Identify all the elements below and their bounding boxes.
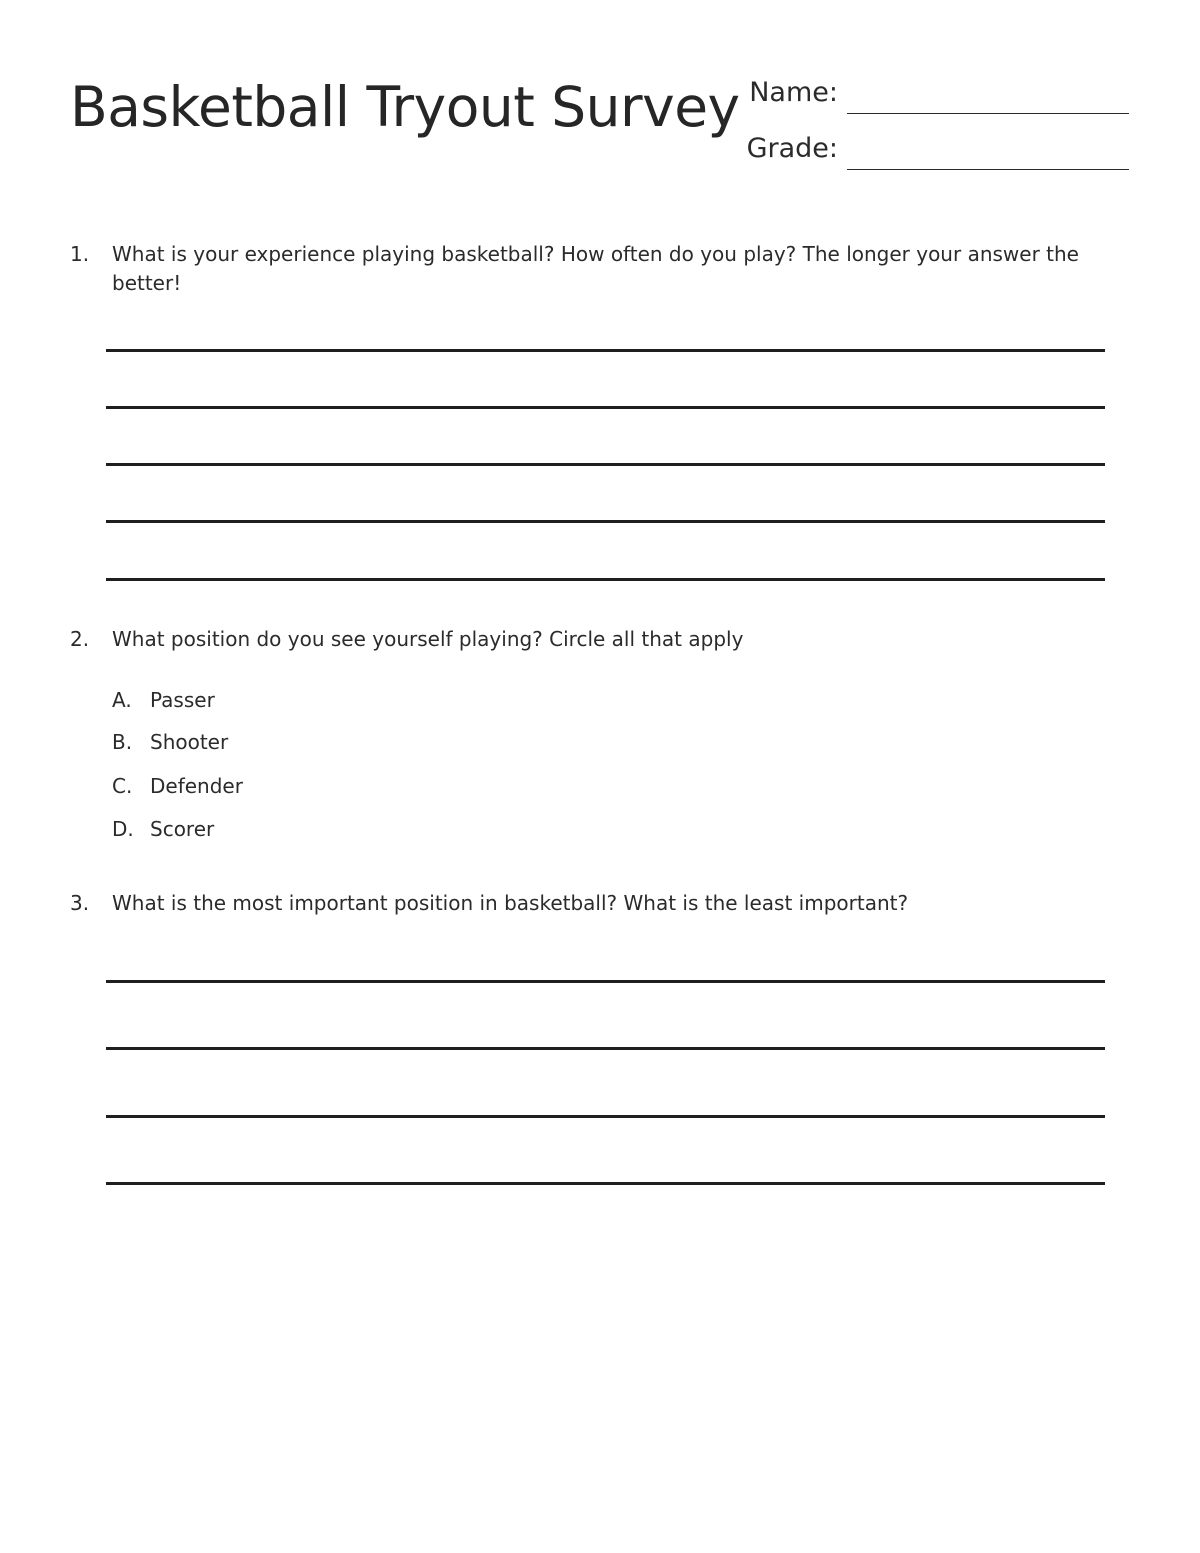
option-c-letter: C. <box>112 774 133 798</box>
page-title: Basketball Tryout Survey <box>70 75 740 139</box>
name-label: Name: <box>749 77 838 108</box>
question-1-answer-line[interactable] <box>106 578 1105 581</box>
question-1-number: 1. <box>70 242 90 266</box>
option-d-letter: D. <box>112 817 134 841</box>
question-1-answer-line[interactable] <box>106 406 1105 409</box>
option-a-passer[interactable]: Passer <box>150 688 215 712</box>
question-1-answer-line[interactable] <box>106 520 1105 523</box>
question-3-answer-line[interactable] <box>106 1182 1105 1185</box>
grade-label: Grade: <box>746 133 838 164</box>
option-d-scorer[interactable]: Scorer <box>150 817 215 841</box>
name-field[interactable] <box>847 113 1129 114</box>
question-1-text: What is your experience playing basketball? How often do you play? The longer your answer the better! <box>112 242 1079 295</box>
question-1-answer-line[interactable] <box>106 463 1105 466</box>
grade-field[interactable] <box>847 169 1129 170</box>
option-a-letter: A. <box>112 688 132 712</box>
question-2-number: 2. <box>70 627 90 651</box>
question-1-answer-line[interactable] <box>106 349 1105 352</box>
question-2-text: What position do you see yourself playing? Circle all that apply <box>112 627 744 651</box>
question-3-answer-line[interactable] <box>106 980 1105 983</box>
option-b-letter: B. <box>112 730 133 754</box>
question-3-text: What is the most important position in basketball? What is the least important? <box>112 891 909 915</box>
question-3-answer-line[interactable] <box>106 1047 1105 1050</box>
option-c-defender[interactable]: Defender <box>150 774 243 798</box>
option-b-shooter[interactable]: Shooter <box>150 730 229 754</box>
question-3-answer-line[interactable] <box>106 1115 1105 1118</box>
question-3-number: 3. <box>70 891 90 915</box>
